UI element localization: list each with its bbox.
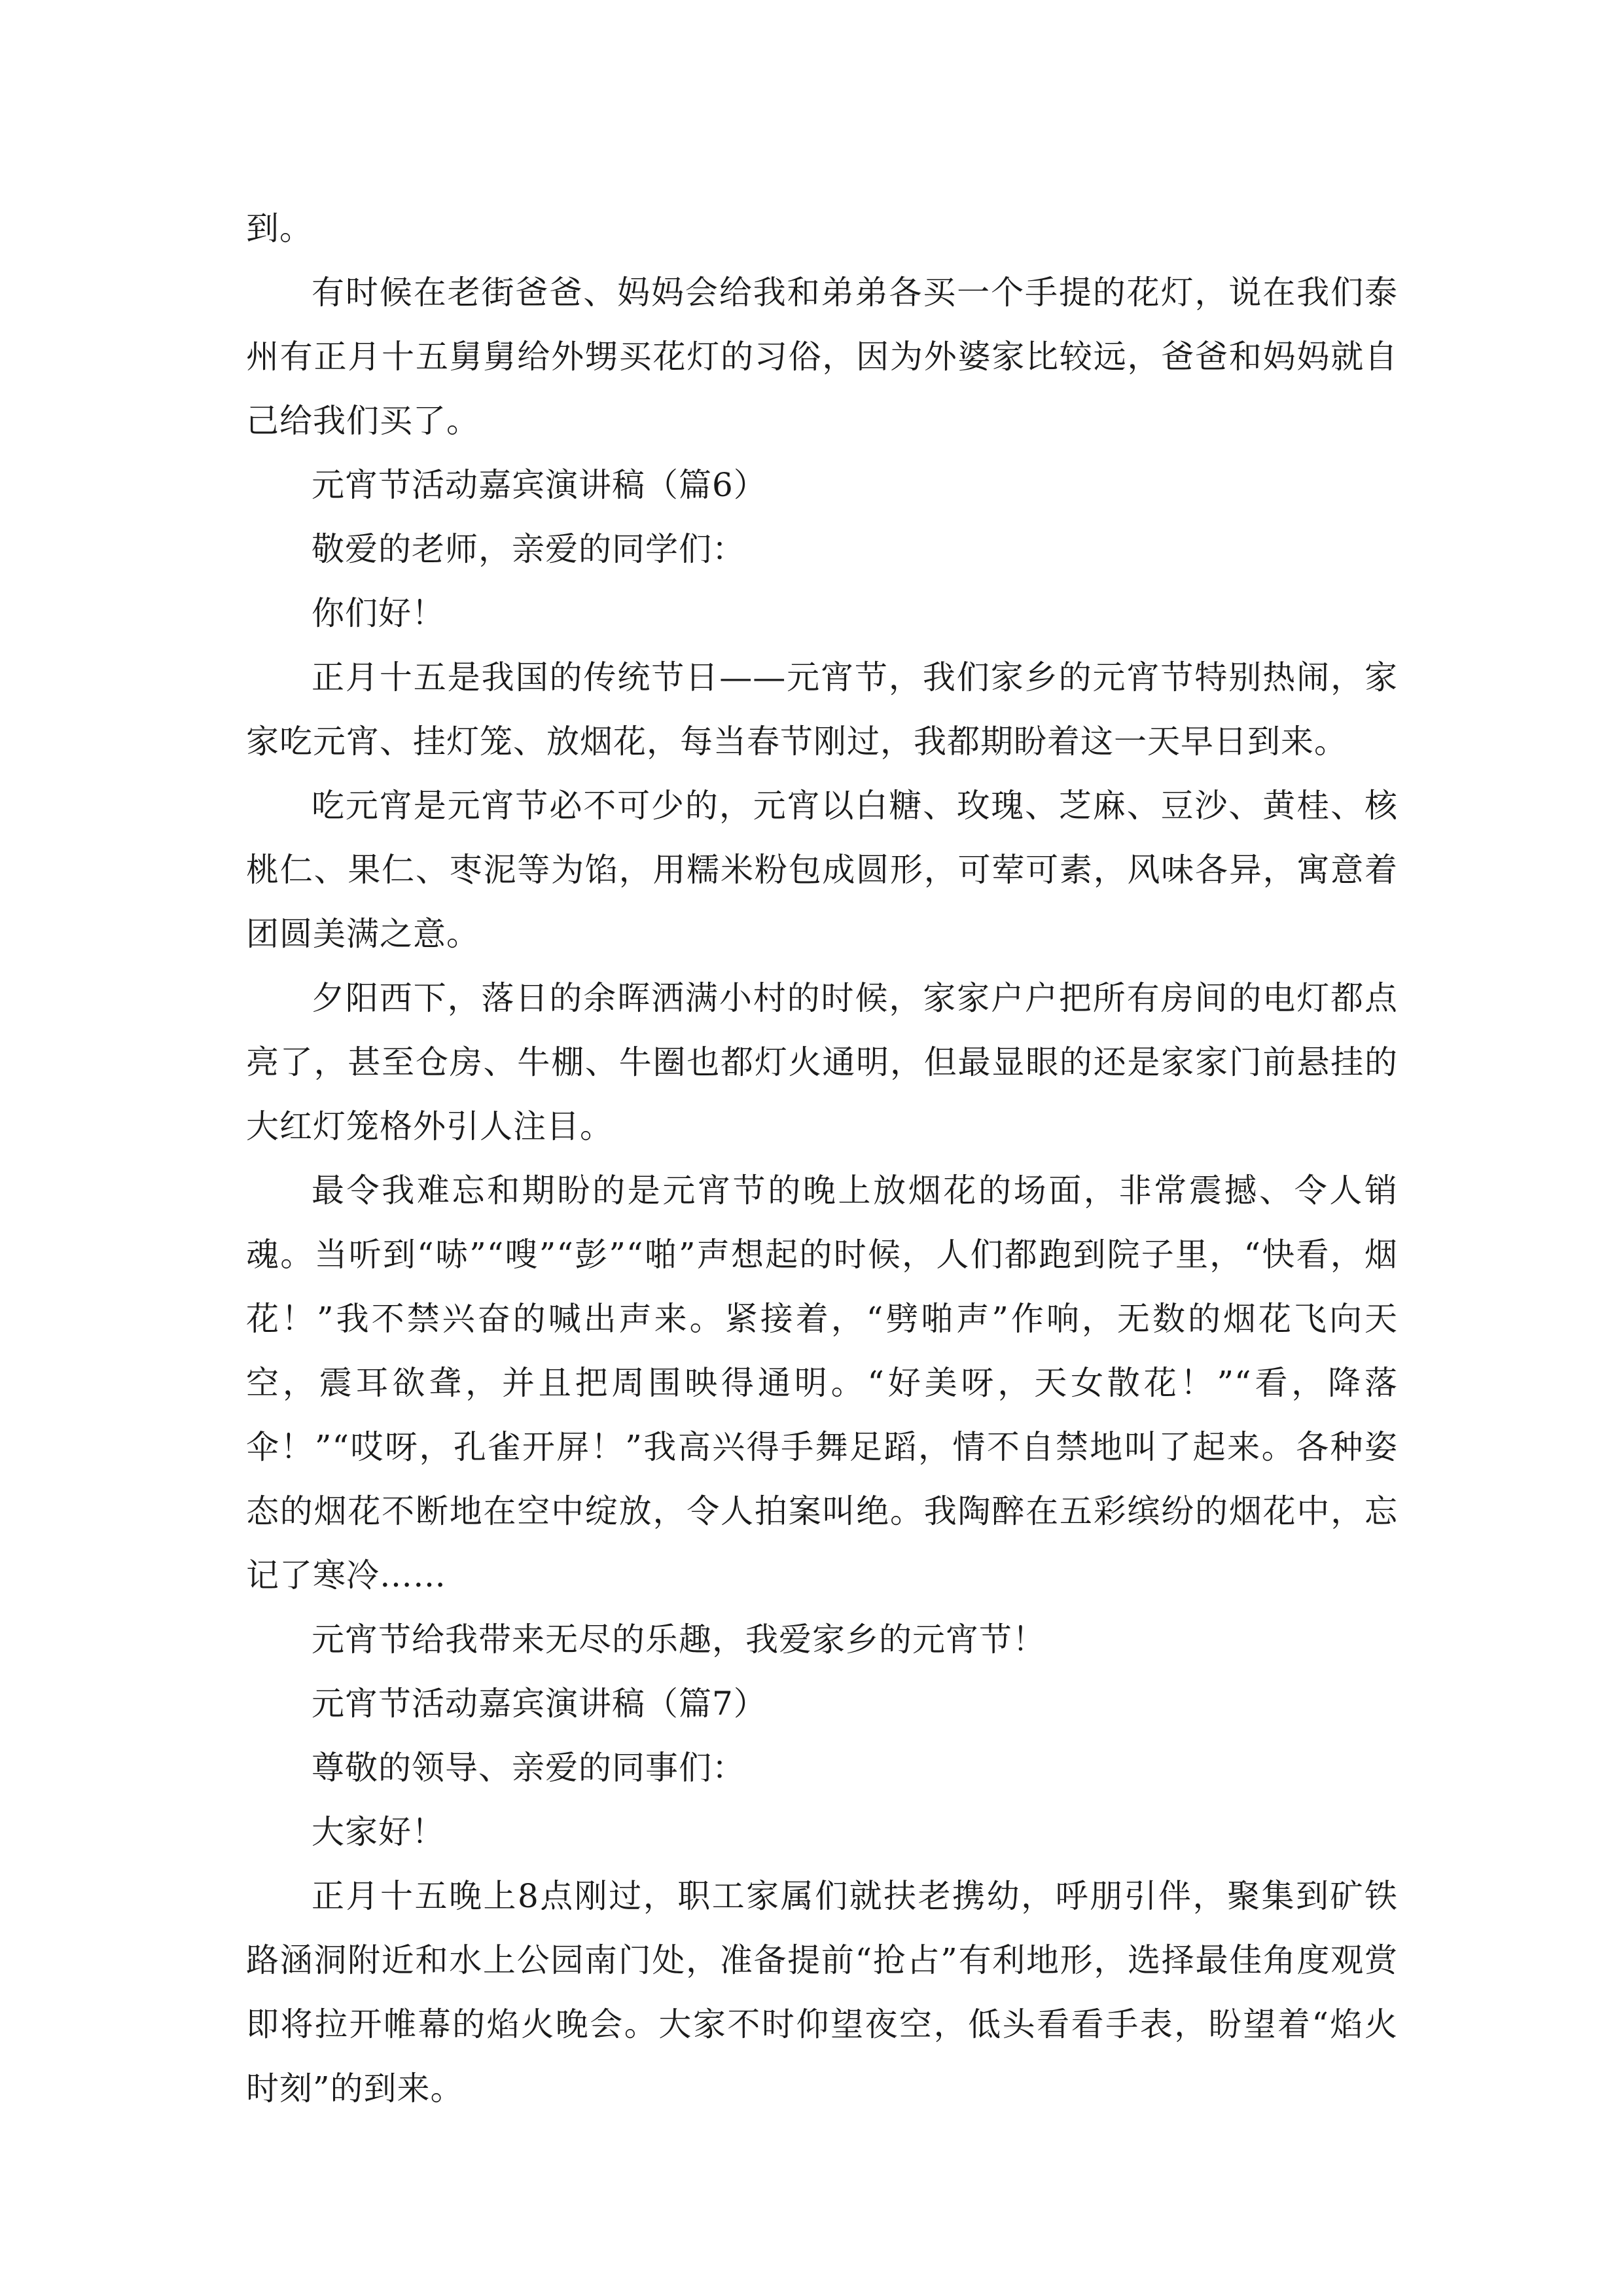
paragraph-fireworks-gathering: 正月十五晚上8点刚过，职工家属们就扶老携幼，呼朋引伴，聚集到矿铁路涵洞附近和水上公园南门处，准备提前“抢占”有利地形，选择最佳角度观赏即将拉开帷幕的焰火晚会。大家不时仰望夜空，低头看看手表，盼望着“焰火时刻”的到来。: [246, 1877, 1398, 2108]
document-body: [246, 196, 1398, 2121]
paragraph-lanterns: 有时候在老街爸爸、妈妈会给我和弟弟各买一个手提的花灯，说在我们泰州有正月十五舅舅给外甥买花灯的习俗，因为外婆家比较远，爸爸和妈妈就自己给我们买了。: [246, 274, 1398, 440]
section-heading-7: 元宵节活动嘉宾演讲稿（篇7）: [312, 1685, 767, 1723]
paragraph-continuation: 到。: [246, 209, 313, 247]
paragraph-fireworks: 最令我难忘和期盼的是元宵节的晚上放烟花的场面，非常震撼、令人销魂。当听到“哧”“嗖”“彭”“啪”声想起的时候，人们都跑到院子里，“快看，烟花！”我不禁兴奋的喊出声来。紧接着，“劈啪声”作响，无数的烟花飞向天空，震耳欲聋，并且把周围映得通明。“好美呀，天女散花！”“看，降落伞！”“哎呀，孔雀开屏！”我高兴得手舞足蹈，情不自禁地叫了起来。各种姿态的烟花不断地在空中绽放，令人拍案叫绝。我陶醉在五彩缤纷的烟花中，忘记了寒冷……: [246, 1172, 1398, 1594]
paragraph-closing-6: 元宵节给我带来无尽的乐趣，我爱家乡的元宵节！: [312, 1621, 1046, 1659]
paragraph-festival-intro: 正月十五是我国的传统节日——元宵节，我们家乡的元宵节特别热闹，家家吃元宵、挂灯笼、放烟花，每当春节刚过，我都期盼着这一天早日到来。: [246, 658, 1398, 761]
salutation-leaders: 尊敬的领导、亲爱的同事们：: [312, 1749, 745, 1787]
paragraph-village-lights: 夕阳西下，落日的余晖洒满小村的时候，家家户户把所有房间的电灯都点亮了，甚至仓房、牛棚、牛圈也都灯火通明，但最显眼的还是家家门前悬挂的大红灯笼格外引人注目。: [246, 979, 1398, 1145]
salutation-teachers: 敬爱的老师，亲爱的同学们：: [312, 530, 745, 568]
greeting-everyone: 大家好！: [312, 1813, 445, 1851]
paragraph-yuanxiao-food: 吃元宵是元宵节必不可少的，元宵以白糖、玫瑰、芝麻、豆沙、黄桂、核桃仁、果仁、枣泥等为馅，用糯米粉包成圆形，可荤可素，风味各异，寓意着团圆美满之意。: [246, 787, 1398, 953]
section-heading-6: 元宵节活动嘉宾演讲稿（篇6）: [312, 466, 767, 504]
greeting-hello: 你们好！: [312, 594, 445, 632]
